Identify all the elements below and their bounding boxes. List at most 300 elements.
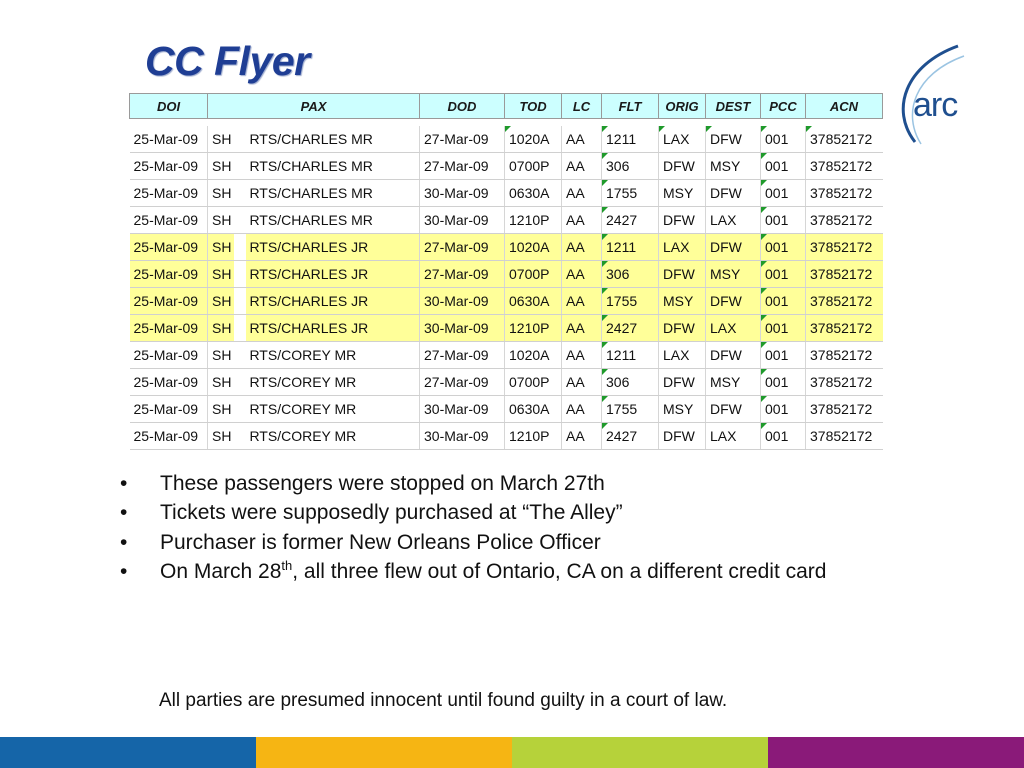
cell-pax-prefix: SH — [212, 212, 232, 228]
cell-pcc[interactable] — [761, 342, 806, 369]
cell-doi[interactable] — [130, 342, 208, 369]
cell-pax[interactable] — [208, 126, 420, 153]
column-gap — [234, 180, 246, 206]
cell-acn[interactable] — [806, 207, 883, 234]
table-row — [130, 126, 883, 153]
cell-pcc[interactable] — [761, 288, 806, 315]
cell-pcc[interactable] — [761, 234, 806, 261]
cell-pax[interactable] — [208, 234, 420, 261]
cell-doi[interactable] — [130, 234, 208, 261]
column-header-pax[interactable]: PAX — [208, 94, 420, 119]
cell-acn[interactable] — [806, 261, 883, 288]
cell-doi[interactable] — [130, 423, 208, 450]
cell-pax-prefix: SH — [212, 239, 232, 255]
arc-logo-text: arc — [913, 86, 958, 124]
cell-pax-prefix: SH — [212, 158, 232, 174]
column-header-flt[interactable]: FLT — [602, 94, 659, 119]
cell-pcc-value: 001 — [765, 320, 789, 336]
cell-dest[interactable] — [706, 234, 761, 261]
cell-pax-prefix: SH — [212, 131, 232, 147]
cell-pcc[interactable] — [761, 396, 806, 423]
cell-tod[interactable] — [505, 153, 562, 180]
table-row — [130, 423, 883, 450]
bullet-item — [118, 557, 938, 586]
cell-acn-value: 37852172 — [810, 428, 873, 444]
bullet-text: Purchaser is former New Orleans Police Officer — [160, 530, 601, 554]
footer-color-segment — [768, 737, 1024, 768]
cell-note-marker-icon — [706, 126, 712, 132]
cell-tod[interactable] — [505, 342, 562, 369]
cell-dod[interactable] — [420, 126, 505, 153]
column-header-dest[interactable]: DEST — [706, 94, 761, 119]
cell-pax-name: RTS/CHARLES MR — [249, 185, 373, 201]
bullet-item — [118, 528, 938, 557]
cell-dod[interactable] — [420, 207, 505, 234]
cell-dod-value: 27-Mar-09 — [424, 347, 489, 363]
column-gap — [234, 126, 246, 152]
cell-tod-value: 1210P — [509, 212, 550, 228]
cell-note-marker-icon — [761, 396, 767, 402]
cell-dod[interactable] — [420, 315, 505, 342]
cell-orig[interactable] — [659, 369, 706, 396]
cell-pax-name: RTS/COREY MR — [249, 401, 357, 417]
cell-pax-prefix: SH — [212, 185, 232, 201]
cell-dest-value: MSY — [710, 158, 741, 174]
column-header-dod[interactable]: DOD — [420, 94, 505, 119]
cell-acn[interactable] — [806, 396, 883, 423]
cell-flt[interactable] — [602, 315, 659, 342]
cell-doi-value: 25-Mar-09 — [133, 266, 199, 282]
cell-tod[interactable] — [505, 288, 562, 315]
cell-doi-value: 25-Mar-09 — [133, 374, 199, 390]
cell-dod-value: 27-Mar-09 — [424, 158, 489, 174]
cell-note-marker-icon — [602, 342, 608, 348]
cell-pax[interactable] — [208, 396, 420, 423]
cell-dest[interactable] — [706, 423, 761, 450]
cell-pax-name: RTS/CHARLES JR — [249, 266, 369, 282]
cell-lc[interactable] — [562, 126, 602, 153]
table-row — [130, 153, 883, 180]
cell-orig[interactable] — [659, 207, 706, 234]
cell-pax-name: RTS/CHARLES MR — [249, 212, 373, 228]
cell-orig-value: LAX — [663, 239, 690, 255]
cell-pax-prefix: SH — [212, 266, 232, 282]
cell-tod[interactable] — [505, 369, 562, 396]
cell-orig[interactable] — [659, 423, 706, 450]
column-header-tod[interactable]: TOD — [505, 94, 562, 119]
cell-tod-value: 0700P — [509, 374, 550, 390]
cell-acn-value: 37852172 — [810, 374, 873, 390]
cell-tod-value: 0700P — [509, 266, 550, 282]
cell-tod[interactable] — [505, 396, 562, 423]
cell-acn[interactable] — [806, 342, 883, 369]
cell-acn[interactable] — [806, 288, 883, 315]
table-row — [130, 261, 883, 288]
cell-acn[interactable] — [806, 369, 883, 396]
table-body — [130, 119, 883, 450]
cell-pax-name: RTS/CHARLES MR — [249, 158, 373, 174]
cell-tod[interactable] — [505, 315, 562, 342]
cell-pcc-value: 001 — [765, 131, 789, 147]
cell-acn-value: 37852172 — [810, 401, 873, 417]
disclaimer-text: All parties are presumed innocent until found guilty in a court of law. — [159, 690, 728, 711]
footer-color-segment — [256, 737, 512, 768]
cell-pax[interactable] — [208, 153, 420, 180]
cell-tod[interactable] — [505, 234, 562, 261]
cell-note-marker-icon — [761, 261, 767, 267]
cell-flt[interactable] — [602, 369, 659, 396]
cell-pax-name: RTS/COREY MR — [249, 347, 357, 363]
cell-lc[interactable] — [562, 396, 602, 423]
cell-dest-value: LAX — [710, 428, 737, 444]
table-row — [130, 288, 883, 315]
cell-doi-value: 25-Mar-09 — [133, 428, 199, 444]
cell-lc[interactable] — [562, 234, 602, 261]
cell-pcc-value: 001 — [765, 212, 789, 228]
table-row — [130, 369, 883, 396]
cell-pax[interactable] — [208, 315, 420, 342]
cell-pcc[interactable] — [761, 423, 806, 450]
cell-orig-value: DFW — [663, 212, 695, 228]
cell-lc[interactable] — [562, 261, 602, 288]
column-header-lc[interactable]: LC — [562, 94, 602, 119]
cell-pax-prefix: SH — [212, 347, 232, 363]
cell-dest-value: DFW — [710, 347, 742, 363]
cell-pax-prefix: SH — [212, 428, 232, 444]
cell-pax-name: RTS/COREY MR — [249, 428, 357, 444]
cell-dest[interactable] — [706, 180, 761, 207]
cell-pcc[interactable] — [761, 261, 806, 288]
table-row — [130, 234, 883, 261]
cell-lc-value: AA — [566, 239, 585, 255]
cell-doi-value: 25-Mar-09 — [133, 320, 199, 336]
cell-pax[interactable] — [208, 369, 420, 396]
bullet-text: These passengers were stopped on March 27th — [160, 472, 605, 495]
cell-flt[interactable] — [602, 423, 659, 450]
cell-flt-value: 1211 — [606, 239, 637, 255]
footer-color-segment — [0, 737, 256, 768]
column-gap — [234, 396, 246, 422]
cell-dod-value: 30-Mar-09 — [424, 320, 489, 336]
cell-dest[interactable] — [706, 126, 761, 153]
cell-tod[interactable] — [505, 261, 562, 288]
cell-doi-value: 25-Mar-09 — [133, 401, 199, 417]
cell-dest-value: DFW — [710, 131, 742, 147]
bullet-dot-icon: • — [120, 472, 128, 495]
cell-pax[interactable] — [208, 261, 420, 288]
bullet-superscript: th — [281, 558, 293, 574]
cell-pax[interactable] — [208, 423, 420, 450]
cell-acn[interactable] — [806, 315, 883, 342]
cell-pcc-value: 001 — [765, 401, 789, 417]
cell-flt[interactable] — [602, 261, 659, 288]
cell-flt[interactable] — [602, 396, 659, 423]
cell-dod-value: 30-Mar-09 — [424, 293, 489, 309]
cell-dod[interactable] — [420, 234, 505, 261]
cell-tod-value: 1210P — [509, 428, 550, 444]
cell-pcc-value: 001 — [765, 158, 789, 174]
cell-dest-value: MSY — [710, 374, 741, 390]
cell-orig-value: MSY — [663, 293, 694, 309]
cell-pcc[interactable] — [761, 153, 806, 180]
cell-orig[interactable] — [659, 153, 706, 180]
cell-acn[interactable] — [806, 153, 883, 180]
cell-dest-value: DFW — [710, 293, 742, 309]
cell-lc[interactable] — [562, 315, 602, 342]
cell-doi-value: 25-Mar-09 — [133, 158, 199, 174]
cell-dest[interactable] — [706, 153, 761, 180]
cell-orig-value: DFW — [663, 158, 695, 174]
cell-acn[interactable] — [806, 180, 883, 207]
cell-flt[interactable] — [602, 153, 659, 180]
cell-lc[interactable] — [562, 288, 602, 315]
cell-dest[interactable] — [706, 396, 761, 423]
cell-note-marker-icon — [602, 288, 608, 294]
cell-orig[interactable] — [659, 288, 706, 315]
bullet-dot-icon: • — [120, 530, 128, 554]
cell-doi[interactable] — [130, 207, 208, 234]
cell-flt[interactable] — [602, 288, 659, 315]
column-gap — [234, 342, 246, 368]
cell-dod-value: 30-Mar-09 — [424, 185, 489, 201]
slide-title: CC Flyer — [145, 38, 310, 84]
cell-dod-value: 27-Mar-09 — [424, 131, 489, 147]
cell-note-marker-icon — [761, 369, 767, 375]
cell-orig-value: DFW — [663, 320, 695, 336]
cell-flt-value: 1755 — [606, 401, 638, 417]
cell-dod[interactable] — [420, 423, 505, 450]
bullet-text-continued: , all three flew out of Ontario, CA on a different credit card — [292, 560, 827, 584]
cell-lc-value: AA — [566, 266, 585, 282]
cell-note-marker-icon — [602, 234, 608, 240]
cell-orig-value: MSY — [663, 185, 694, 201]
column-gap — [234, 207, 246, 233]
cell-orig-value: LAX — [663, 131, 690, 147]
bullet-list — [118, 469, 938, 587]
cell-dod-value: 27-Mar-09 — [424, 266, 489, 282]
cell-lc[interactable] — [562, 369, 602, 396]
cell-lc-value: AA — [566, 158, 585, 174]
bullet-dot-icon: • — [120, 501, 128, 525]
cell-dod-value: 30-Mar-09 — [424, 428, 489, 444]
cell-note-marker-icon — [761, 342, 767, 348]
cell-note-marker-icon — [761, 315, 767, 321]
cell-flt-value: 1211 — [606, 131, 637, 147]
cell-orig[interactable] — [659, 315, 706, 342]
cell-orig[interactable] — [659, 396, 706, 423]
cell-pax-prefix: SH — [212, 401, 232, 417]
cell-dest-value: LAX — [710, 320, 737, 336]
cell-doi[interactable] — [130, 180, 208, 207]
cell-doi[interactable] — [130, 396, 208, 423]
cell-dod-value: 30-Mar-09 — [424, 401, 489, 417]
cell-doi[interactable] — [130, 369, 208, 396]
cell-acn-value: 37852172 — [810, 347, 873, 363]
cell-acn[interactable] — [806, 126, 883, 153]
cell-tod[interactable] — [505, 423, 562, 450]
cell-orig[interactable] — [659, 234, 706, 261]
table-row — [130, 396, 883, 423]
cell-orig[interactable] — [659, 180, 706, 207]
column-header-orig[interactable]: ORIG — [659, 94, 706, 119]
column-gap — [234, 423, 246, 449]
column-header-acn[interactable]: ACN — [806, 94, 883, 119]
cell-pax[interactable] — [208, 342, 420, 369]
cell-note-marker-icon — [602, 126, 608, 132]
cell-pcc[interactable] — [761, 207, 806, 234]
cell-dod-value: 27-Mar-09 — [424, 374, 489, 390]
cell-tod[interactable] — [505, 180, 562, 207]
cell-lc[interactable] — [562, 342, 602, 369]
cell-flt[interactable] — [602, 180, 659, 207]
cell-note-marker-icon — [761, 423, 767, 429]
cell-lc-value: AA — [566, 320, 585, 336]
cell-dest[interactable] — [706, 315, 761, 342]
cell-lc[interactable] — [562, 153, 602, 180]
cell-lc-value: AA — [566, 428, 585, 444]
cell-dest-value: DFW — [710, 239, 742, 255]
cell-dod[interactable] — [420, 180, 505, 207]
cell-pax-prefix: SH — [212, 293, 232, 309]
cell-dest[interactable] — [706, 288, 761, 315]
cell-flt-value: 2427 — [606, 320, 638, 336]
cell-orig[interactable] — [659, 342, 706, 369]
column-gap — [234, 369, 246, 395]
cell-flt[interactable] — [602, 207, 659, 234]
cell-pcc-value: 001 — [765, 185, 789, 201]
cell-dod[interactable] — [420, 153, 505, 180]
cell-dod[interactable] — [420, 396, 505, 423]
cell-flt[interactable] — [602, 342, 659, 369]
cell-pcc-value: 001 — [765, 239, 789, 255]
cell-tod-value: 0630A — [509, 401, 550, 417]
cell-pcc[interactable] — [761, 126, 806, 153]
cell-dest-value: DFW — [710, 185, 742, 201]
cell-orig-value: DFW — [663, 428, 695, 444]
cell-note-marker-icon — [602, 423, 608, 429]
cell-pax[interactable] — [208, 207, 420, 234]
table-row — [130, 180, 883, 207]
cell-note-marker-icon — [602, 261, 608, 267]
cell-note-marker-icon — [602, 207, 608, 213]
cell-dest-value: DFW — [710, 401, 742, 417]
cell-doi-value: 25-Mar-09 — [133, 239, 199, 255]
column-gap — [234, 261, 246, 287]
column-header-pcc[interactable]: PCC — [761, 94, 806, 119]
cell-doi[interactable] — [130, 288, 208, 315]
footer-color-segment — [512, 737, 768, 768]
cell-lc-value: AA — [566, 401, 585, 417]
cell-lc-value: AA — [566, 185, 585, 201]
cell-acn[interactable] — [806, 234, 883, 261]
table-row — [130, 342, 883, 369]
cell-note-marker-icon — [761, 288, 767, 294]
cell-pax-name: RTS/CHARLES JR — [249, 293, 369, 309]
cell-orig-value: DFW — [663, 266, 695, 282]
cell-note-marker-icon — [602, 315, 608, 321]
column-gap — [234, 234, 246, 260]
cell-lc-value: AA — [566, 212, 585, 228]
cell-note-marker-icon — [761, 153, 767, 159]
column-gap — [234, 288, 246, 314]
cell-lc[interactable] — [562, 207, 602, 234]
cell-flt[interactable] — [602, 234, 659, 261]
cell-pcc[interactable] — [761, 180, 806, 207]
cell-note-marker-icon — [659, 126, 665, 132]
cell-dod-value: 27-Mar-09 — [424, 239, 489, 255]
cell-orig-value: DFW — [663, 374, 695, 390]
cell-note-marker-icon — [806, 126, 812, 132]
cell-pcc-value: 001 — [765, 374, 789, 390]
cell-acn-value: 37852172 — [810, 185, 873, 201]
cell-tod[interactable] — [505, 126, 562, 153]
bullet-item — [118, 498, 938, 527]
cell-tod-value: 0700P — [509, 158, 550, 174]
cell-dod[interactable] — [420, 369, 505, 396]
cell-dest[interactable] — [706, 342, 761, 369]
cell-note-marker-icon — [602, 153, 608, 159]
cell-pax-name: RTS/COREY MR — [249, 374, 357, 390]
cell-orig[interactable] — [659, 126, 706, 153]
cell-pcc[interactable] — [761, 315, 806, 342]
cell-acn[interactable] — [806, 423, 883, 450]
cell-pax-name: RTS/CHARLES JR — [249, 239, 369, 255]
bullet-dot-icon: • — [120, 560, 128, 584]
cell-lc[interactable] — [562, 423, 602, 450]
cell-doi[interactable] — [130, 153, 208, 180]
cell-dest[interactable] — [706, 207, 761, 234]
cell-orig-value: LAX — [663, 347, 690, 363]
cell-lc-value: AA — [566, 131, 585, 147]
cell-flt-value: 306 — [606, 266, 630, 282]
cell-pax[interactable] — [208, 288, 420, 315]
cell-dest[interactable] — [706, 369, 761, 396]
cell-lc-value: AA — [566, 374, 585, 390]
cell-pax-prefix: SH — [212, 374, 232, 390]
cell-pax[interactable] — [208, 180, 420, 207]
cell-doi[interactable] — [130, 126, 208, 153]
cell-doi-value: 25-Mar-09 — [133, 131, 199, 147]
bullet-text: Tickets were supposedly purchased at “The Alley” — [160, 501, 623, 525]
cell-pcc[interactable] — [761, 369, 806, 396]
cell-dod[interactable] — [420, 261, 505, 288]
cell-tod-value: 1020A — [509, 131, 550, 147]
cell-flt-value: 2427 — [606, 212, 638, 228]
cell-dest[interactable] — [706, 261, 761, 288]
bullet-text: On March 28 — [160, 560, 282, 584]
bullet-item — [118, 469, 938, 498]
cell-lc[interactable] — [562, 180, 602, 207]
cell-dest-value: LAX — [710, 212, 737, 228]
cell-dod[interactable] — [420, 288, 505, 315]
cell-tod[interactable] — [505, 207, 562, 234]
cell-pcc-value: 001 — [765, 266, 789, 282]
cell-lc-value: AA — [566, 293, 585, 309]
cell-acn-value: 37852172 — [810, 293, 873, 309]
column-header-doi[interactable]: DOI — [130, 94, 208, 119]
cell-flt-value: 1211 — [606, 347, 637, 363]
cell-pcc-value: 001 — [765, 293, 789, 309]
cell-lc-value: AA — [566, 347, 585, 363]
cell-tod-value: 1020A — [509, 347, 550, 363]
cell-doi[interactable] — [130, 315, 208, 342]
cell-flt[interactable] — [602, 126, 659, 153]
cell-pcc-value: 001 — [765, 428, 789, 444]
cell-doi[interactable] — [130, 261, 208, 288]
cell-note-marker-icon — [505, 126, 511, 132]
cell-orig[interactable] — [659, 261, 706, 288]
cell-dod[interactable] — [420, 342, 505, 369]
